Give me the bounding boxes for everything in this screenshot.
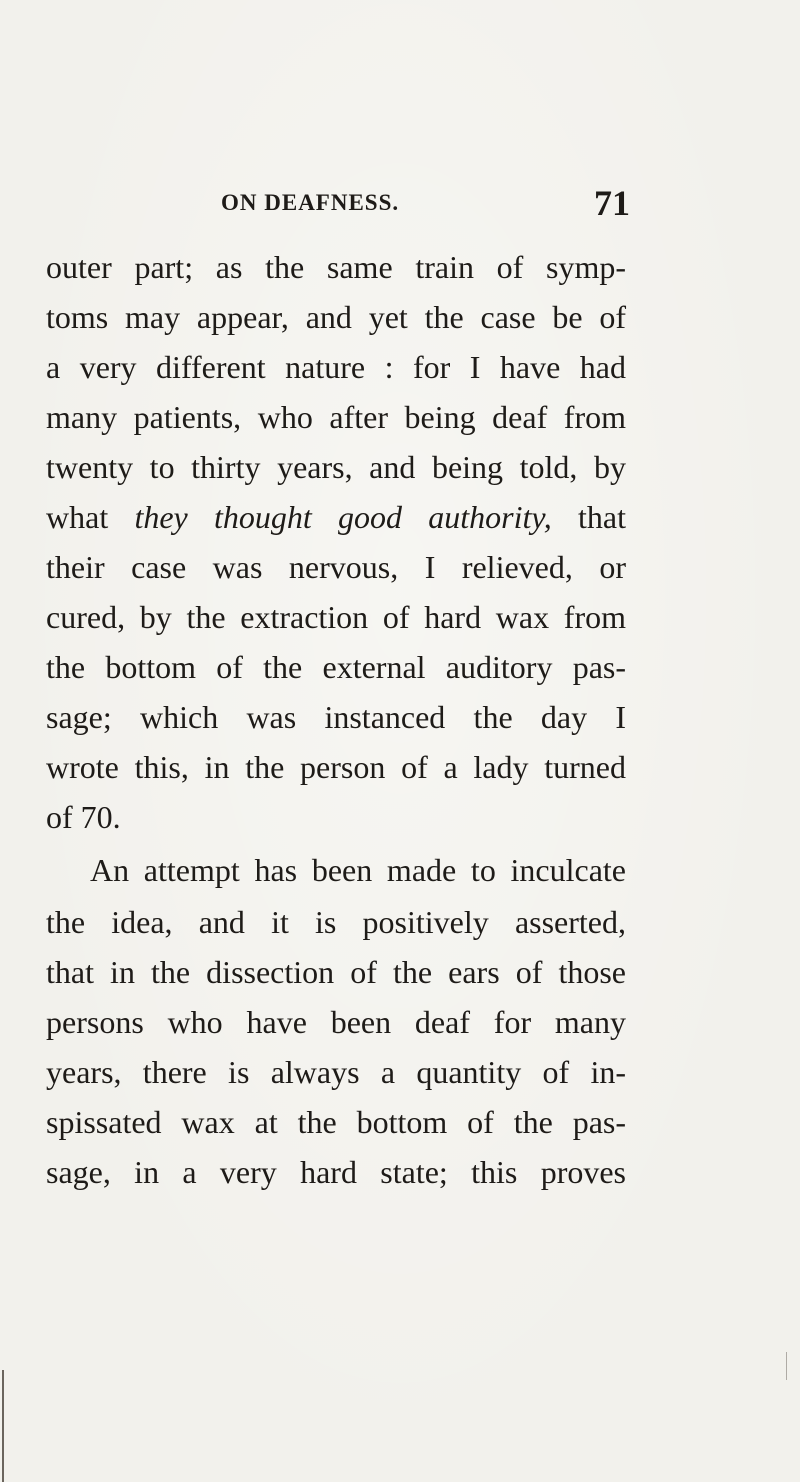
text-line: a very different nature : for I have had bbox=[46, 349, 626, 385]
text-line: toms may appear, and yet the case be of bbox=[46, 299, 626, 335]
text-line: persons who have been deaf for many bbox=[46, 1004, 626, 1040]
text-line-with-italic bbox=[46, 497, 626, 537]
text-segment: what bbox=[46, 499, 135, 535]
text-line: sage, in a very hard state; this proves bbox=[46, 1154, 626, 1190]
text-line: that in the dissection of the ears of those bbox=[46, 954, 626, 990]
text-line: wrote this, in the person of a lady turned bbox=[46, 749, 626, 785]
text-line: their case was nervous, I relieved, or bbox=[46, 549, 626, 585]
text-line: sage; which was instanced the day I bbox=[46, 699, 626, 735]
text-segment: that bbox=[551, 499, 626, 535]
text-line: the idea, and it is positively asserted, bbox=[46, 904, 626, 940]
text-line: many patients, who after being deaf from bbox=[46, 399, 626, 435]
text-line: years, there is always a quantity of in- bbox=[46, 1054, 626, 1090]
running-head-title: ON DEAFNESS. bbox=[221, 190, 400, 215]
text-line: twenty to thirty years, and being told, by bbox=[46, 449, 626, 485]
text-line: spissated wax at the bottom of the pas- bbox=[46, 1104, 626, 1140]
scan-edge-mark bbox=[786, 1352, 787, 1380]
text-line: the bottom of the external auditory pas- bbox=[46, 649, 626, 685]
page-number: 71 bbox=[594, 183, 630, 223]
scan-edge-mark bbox=[2, 1370, 4, 1482]
italic-phrase: they thought good authority, bbox=[134, 499, 552, 535]
running-head bbox=[0, 183, 800, 226]
text-line: cured, by the extraction of hard wax from bbox=[46, 599, 626, 635]
text-line: of 70. bbox=[46, 799, 121, 835]
text-line: An attempt has been made to inculcate bbox=[90, 852, 626, 888]
text-line: outer part; as the same train of symp- bbox=[46, 249, 626, 285]
